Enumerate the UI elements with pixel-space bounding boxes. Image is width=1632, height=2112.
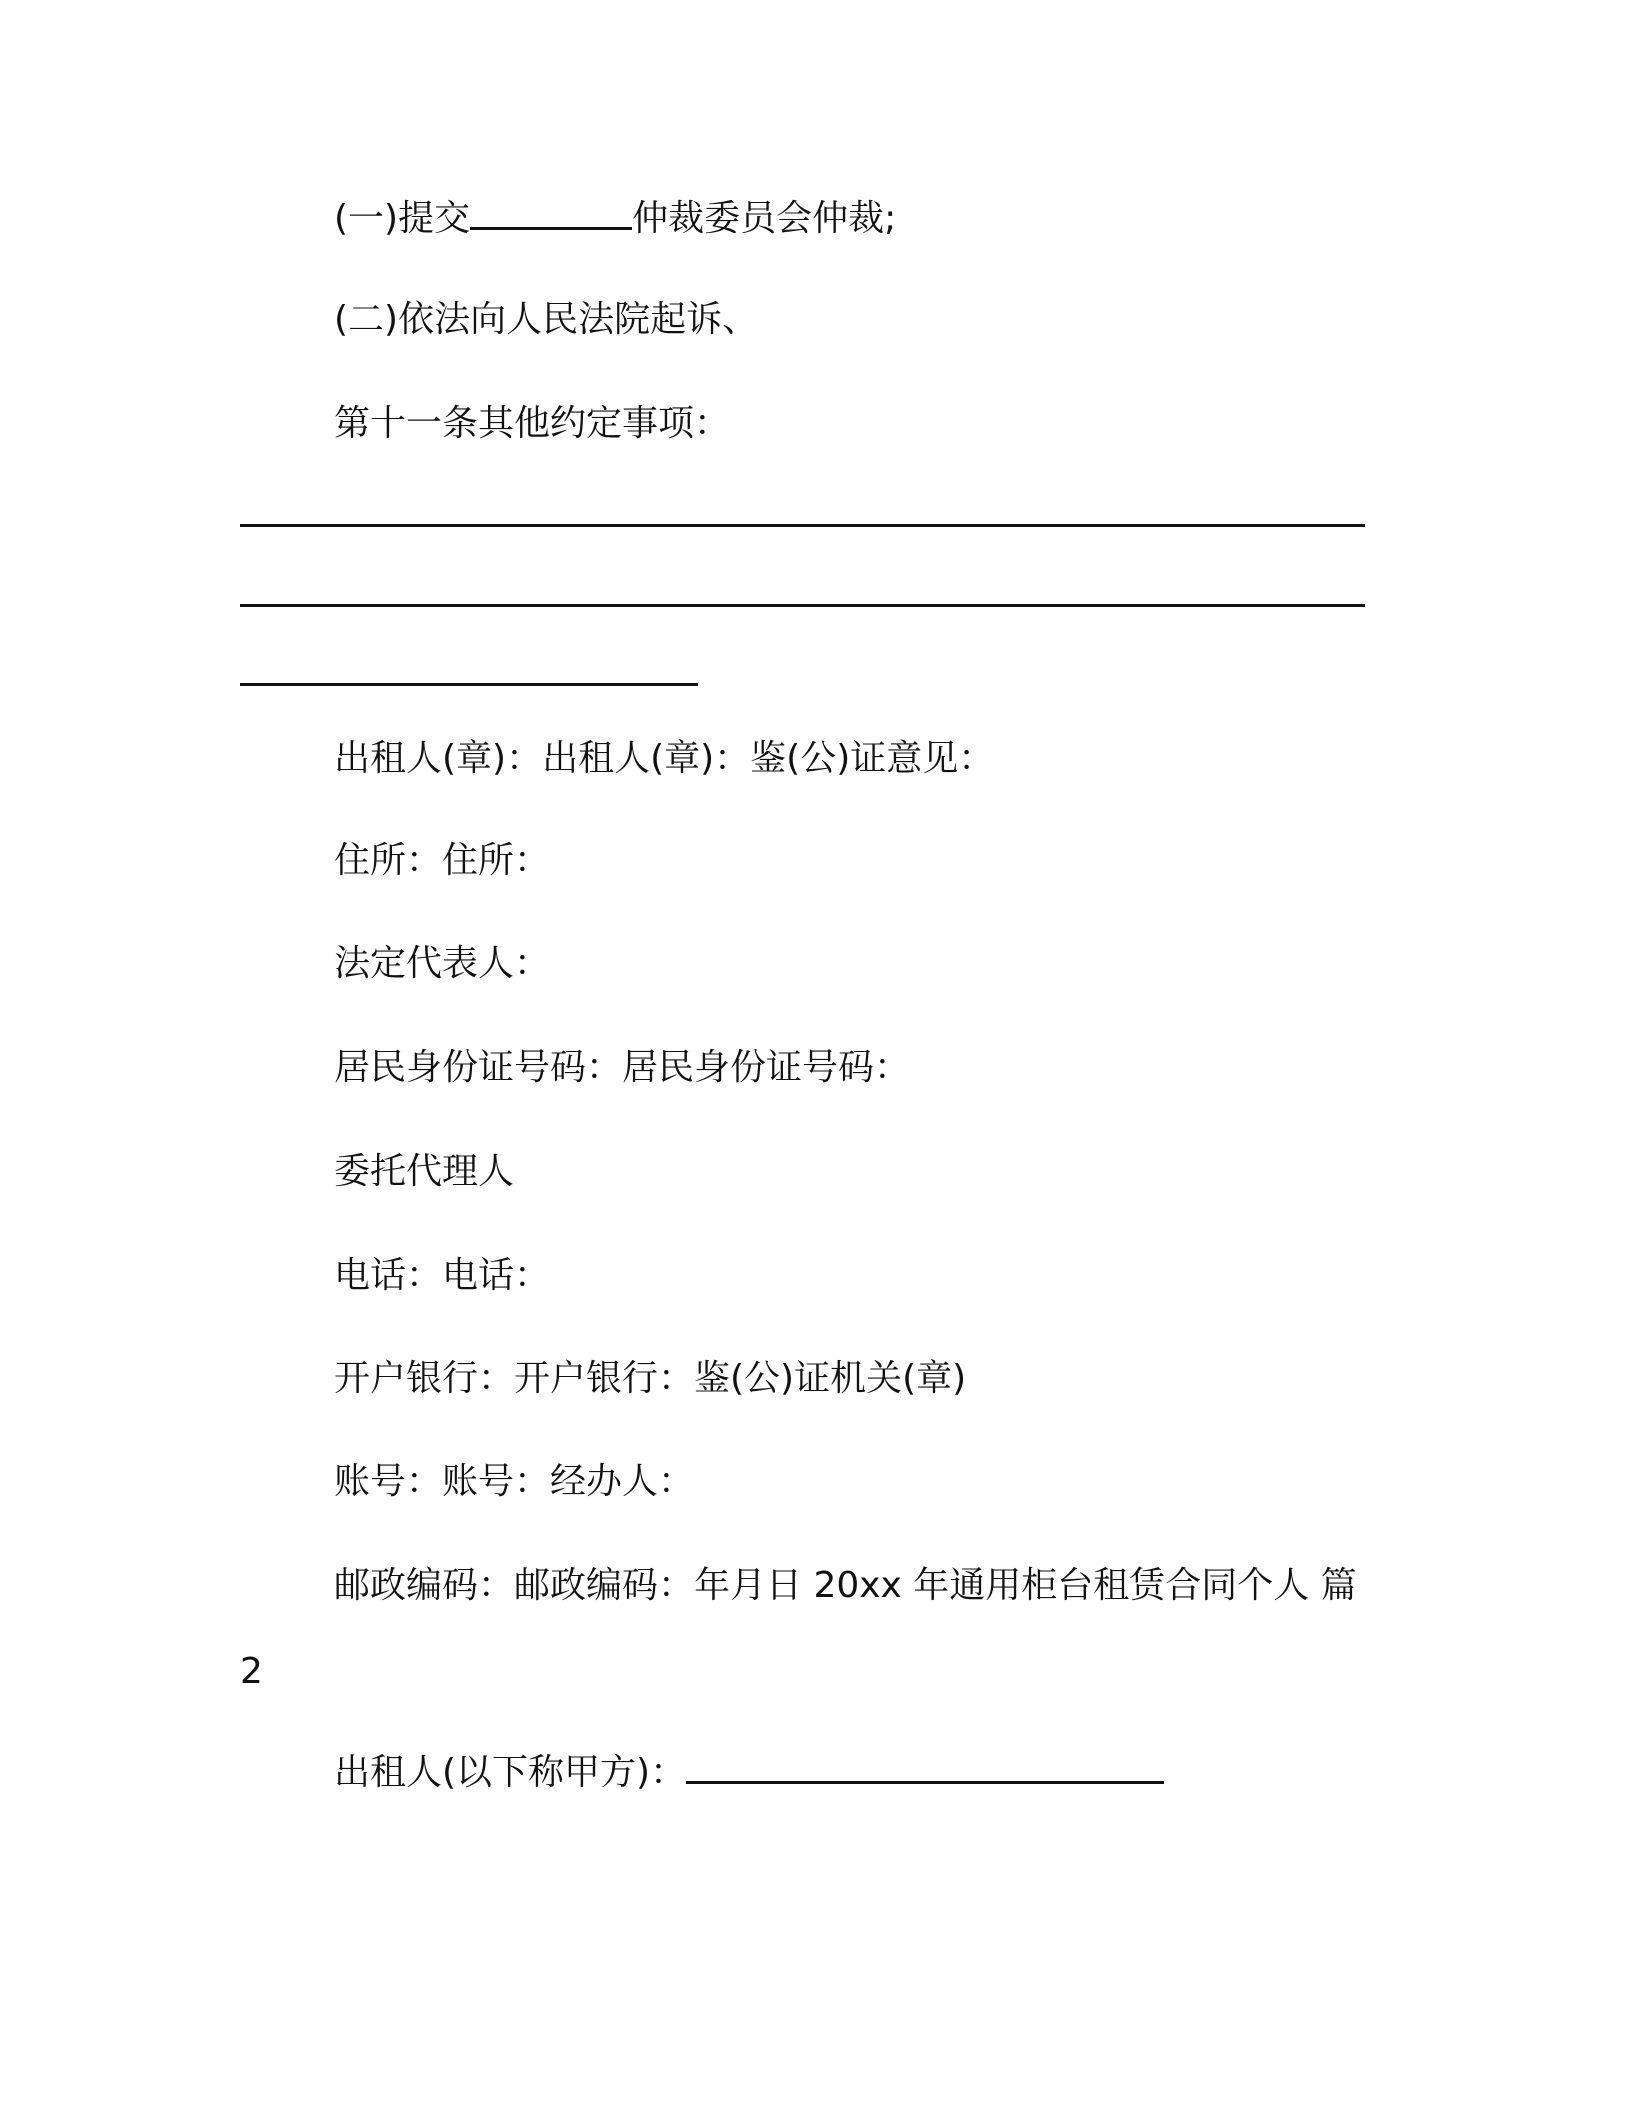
blank-lessor-name[interactable] (686, 1775, 1164, 1784)
clause-item-1-suffix: 仲裁委员会仲裁; (632, 198, 897, 239)
signature-bank-line: 开户银行：开户银行：鉴(公)证机关(章) (334, 1358, 967, 1399)
signature-phone-line: 电话：电话： (334, 1255, 551, 1296)
clause-item-2: (二)依法向人民法院起诉、 (334, 299, 759, 340)
signature-id-number-line: 居民身份证号码：居民身份证号码： (334, 1047, 911, 1088)
blank-arbitration-committee[interactable] (470, 221, 632, 230)
blank-line-other-terms-1[interactable] (240, 524, 1365, 527)
signature-account-line: 账号：账号：经办人： (334, 1461, 695, 1502)
signature-lessor-line: 出租人(章)：出租人(章)：鉴(公)证意见： (334, 738, 995, 779)
signature-address-line: 住所：住所： (334, 840, 551, 881)
signature-postcode-line: 邮政编码：邮政编码：年月日 20xx 年通用柜台租赁合同个人 篇 (334, 1565, 1357, 1606)
section-number-wrap: 2 (240, 1651, 263, 1692)
blank-line-other-terms-3[interactable] (240, 683, 698, 686)
blank-line-other-terms-2[interactable] (240, 604, 1365, 607)
article-11-heading: 第十一条其他约定事项： (334, 403, 731, 444)
clause-item-1 (334, 197, 896, 241)
contract2-lessor-line (334, 1751, 1164, 1795)
signature-agent-line: 委托代理人 (334, 1151, 515, 1192)
contract2-lessor-label: 出租人(以下称甲方)： (334, 1752, 687, 1793)
clause-item-1-prefix: (一)提交 (334, 198, 471, 239)
signature-legal-rep-line: 法定代表人： (334, 943, 551, 984)
